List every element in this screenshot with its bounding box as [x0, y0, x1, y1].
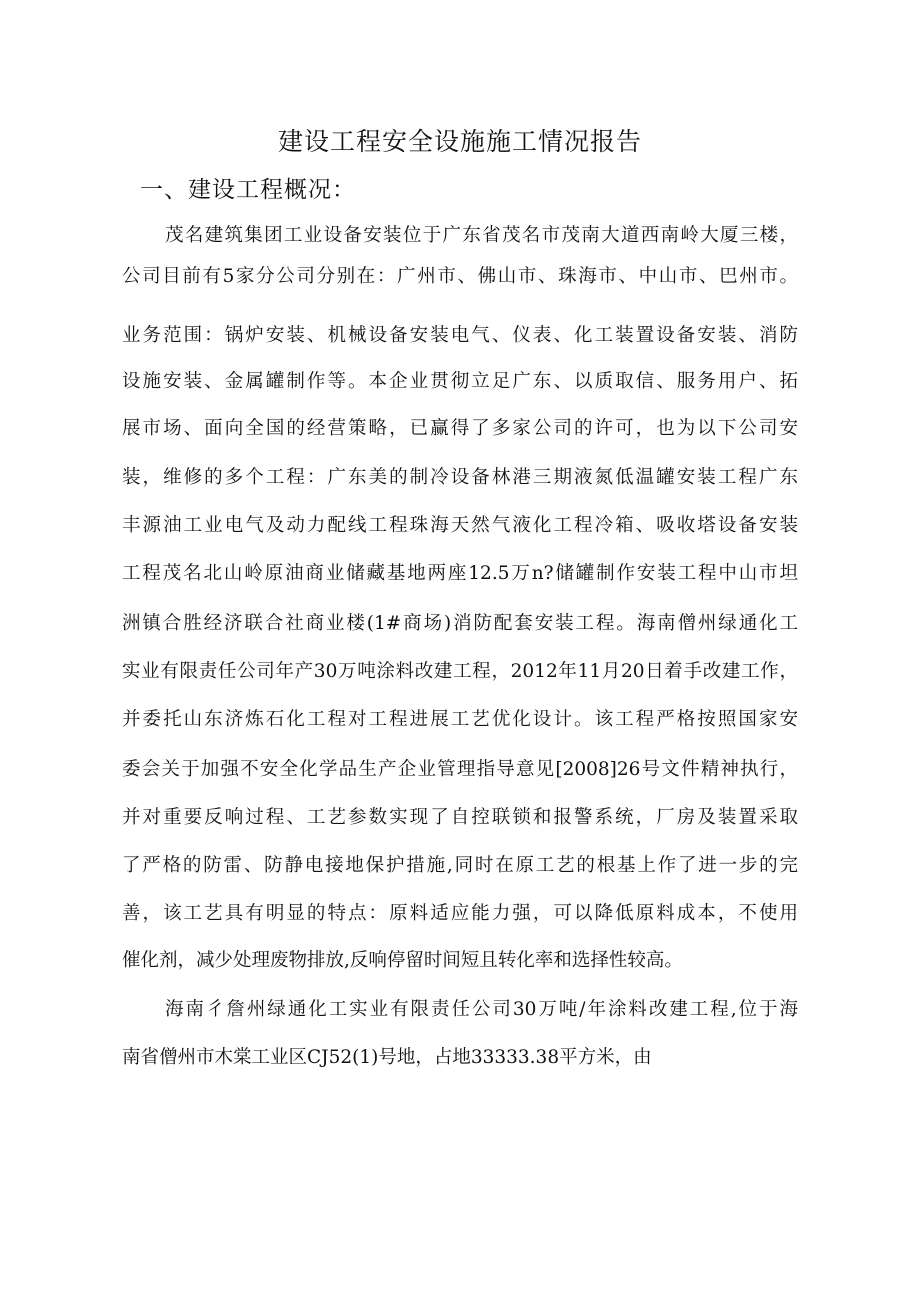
paragraph-1-line: 茂名建筑集团工业设备安装位于广东省茂名市茂南大道西南岭大厦三楼，	[165, 225, 798, 246]
paragraph-1-line: 并对重要反响过程、工艺参数实现了自控联锁和报警系统，厂房及装置采取	[122, 807, 798, 828]
paragraph-2-line: 海南彳詹州绿通化工实业有限责任公司30万吨/年涂料改建工程,位于海	[165, 999, 798, 1020]
paragraph-1-line: 工程茂名北山岭原油商业储藏基地两座12.5万n?储罐制作安装工程中山市坦	[122, 563, 798, 584]
paragraph-1-line: 催化剂，减少处理废物排放,反响停留时间短且转化率和选择性较高。	[122, 950, 683, 971]
document-title: 建设工程安全设施施工情况报告	[277, 127, 642, 156]
paragraph-1-line: 设施安装、金属罐制作等。本企业贯彻立足广东、以质取信、服务用户、拓	[122, 371, 798, 392]
paragraph-1-line: 并委托山东济炼石化工程对工程进展工艺优化设计。该工程严格按照国家安	[122, 709, 798, 730]
paragraph-1-line: 善，该工艺具有明显的特点：原料适应能力强，可以降低原料成本，不使用	[122, 903, 798, 924]
paragraph-1-line: 实业有限责任公司年产30万吨涂料改建工程，2012年11月20日着手改建工作，	[122, 661, 798, 682]
paragraph-1-line: 了严格的防雷、防静电接地保护措施,同时在原工艺的根基上作了进一步的完	[122, 855, 798, 876]
paragraph-1-line: 装，维修的多个工程：广东美的制冷设备林港三期液氮低温罐安装工程广东	[122, 467, 798, 488]
paragraph-2-line: 南省僧州市木棠工业区CJ52(1)号地，占地33333.38平方米，由	[122, 1047, 652, 1068]
paragraph-1-line: 公司目前有5家分公司分别在：广州市、佛山市、珠海市、中山市、巴州市。	[122, 266, 798, 287]
paragraph-1-line: 委会关于加强不安全化学品生产企业管理指导意见[2008]26号文件精神执行，	[122, 759, 798, 780]
paragraph-1-line: 丰源油工业电气及动力配线工程珠海天然气液化工程冷箱、吸收塔设备安装	[122, 515, 798, 536]
paragraph-1-line: 洲镇合胜经济联合社商业楼(1#商场)消防配套安装工程。海南僧州绿通化工	[122, 613, 798, 634]
paragraph-1-line: 展市场、面向全国的经营策略，已赢得了多家公司的许可，也为以下公司安	[122, 418, 798, 439]
section-heading: 一、建设工程概况：	[140, 177, 356, 203]
paragraph-1-line: 业务范围：锅炉安装、机械设备安装电气、仪表、化工装置设备安装、消防	[122, 325, 798, 346]
